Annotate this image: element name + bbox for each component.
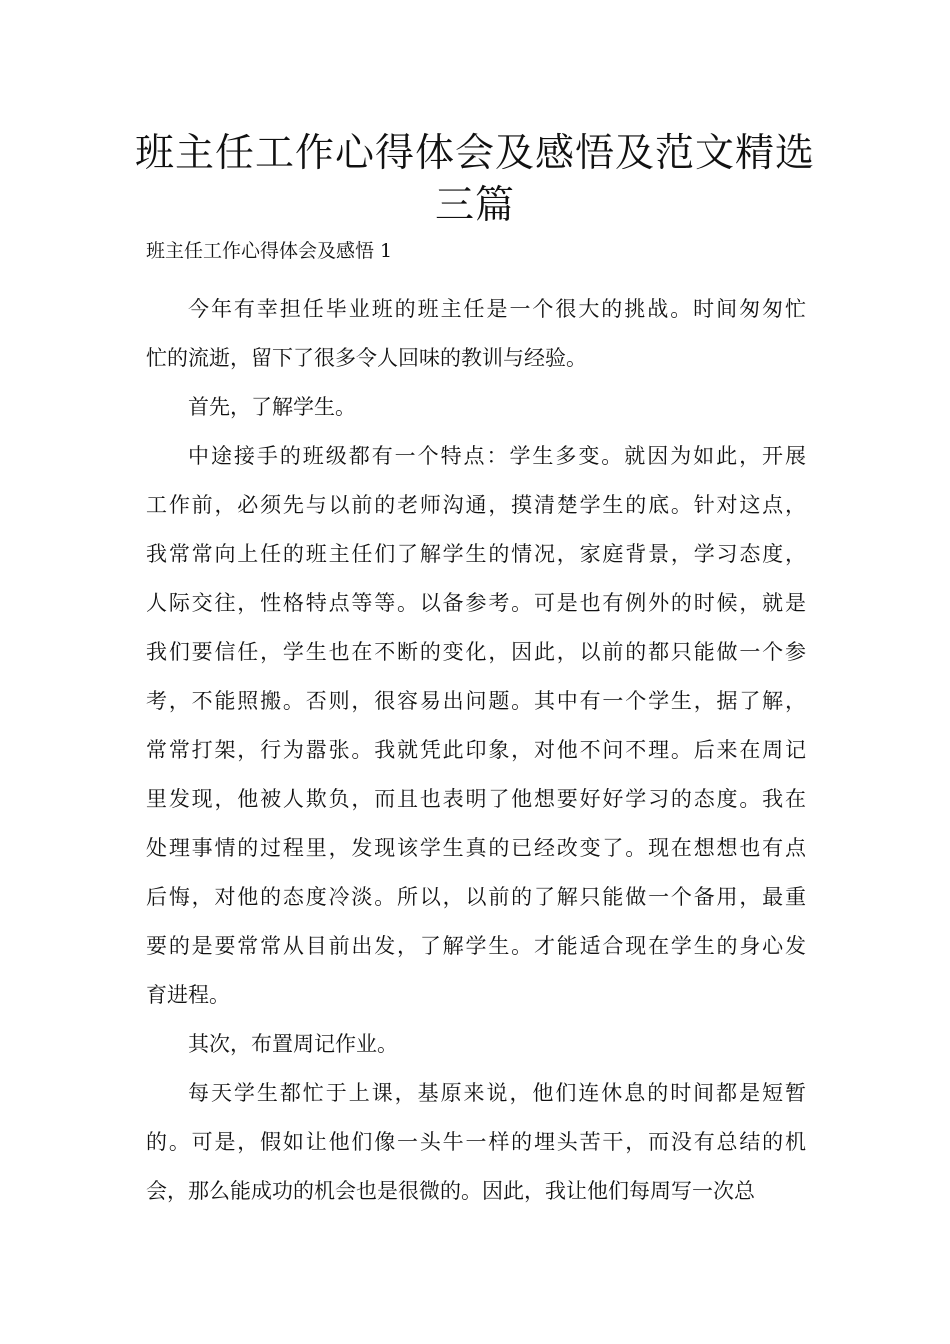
paragraph (146, 1069, 806, 1216)
paragraph (146, 432, 806, 1020)
paragraph (146, 383, 806, 432)
paragraph-line: 其次，布置周记作业。 (188, 1032, 398, 1056)
paragraph-line: 常常打架，行为嚣张。我就凭此印象，对他不问不理。后来在周记 (146, 738, 806, 762)
paragraph-line: 首先，了解学生。 (188, 395, 356, 419)
paragraph-line: 我们要信任，学生也在不断的变化，因此，以前的都只能做一个参 (146, 640, 806, 664)
paragraph-line: 处理事情的过程里，发现该学生真的已经改变了。现在想想也有点 (146, 836, 806, 860)
paragraph-line: 工作前，必须先与以前的老师沟通，摸清楚学生的底。针对这点， (146, 493, 806, 517)
paragraph-line: 育进程。 (146, 983, 230, 1007)
paragraph-line: 的。可是，假如让他们像一头牛一样的埋头苦干，而没有总结的机 (146, 1130, 806, 1154)
document-title (100, 128, 850, 232)
paragraph-line: 我常常向上任的班主任们了解学生的情况，家庭背景，学习态度， (146, 542, 806, 566)
paragraph-line: 忙的流逝，留下了很多令人回味的教训与经验。 (146, 346, 587, 370)
paragraph (146, 1020, 806, 1069)
section-heading: 班主任工作心得体会及感悟 1 (146, 240, 393, 262)
paragraph-line: 里发现，他被人欺负，而且也表明了他想要好好学习的态度。我在 (146, 787, 806, 811)
paragraph-line: 每天学生都忙于上课，基原来说，他们连休息的时间都是短暂 (188, 1081, 806, 1105)
paragraph-line: 考，不能照搬。否则，很容易出问题。其中有一个学生，据了解， (146, 689, 806, 713)
title-line-1: 班主任工作心得体会及感悟及范文精选 (134, 131, 815, 176)
paragraph-line: 今年有幸担任毕业班的班主任是一个很大的挑战。时间匆匆忙 (188, 297, 806, 321)
paragraph-line: 会，那么能成功的机会也是很微的。因此，我让他们每周写一次总 (146, 1179, 755, 1203)
document-body (146, 285, 806, 1216)
title-line-2: 三篇 (434, 183, 515, 228)
paragraph-line: 要的是要常常从目前出发，了解学生。才能适合现在学生的身心发 (146, 934, 806, 958)
paragraph-line: 中途接手的班级都有一个特点：学生多变。就因为如此，开展 (188, 444, 806, 468)
paragraph-line: 后悔，对他的态度冷淡。所以，以前的了解只能做一个备用，最重 (146, 885, 806, 909)
paragraph-line: 人际交往，性格特点等等。以备参考。可是也有例外的时候，就是 (146, 591, 806, 615)
paragraph (146, 285, 806, 383)
